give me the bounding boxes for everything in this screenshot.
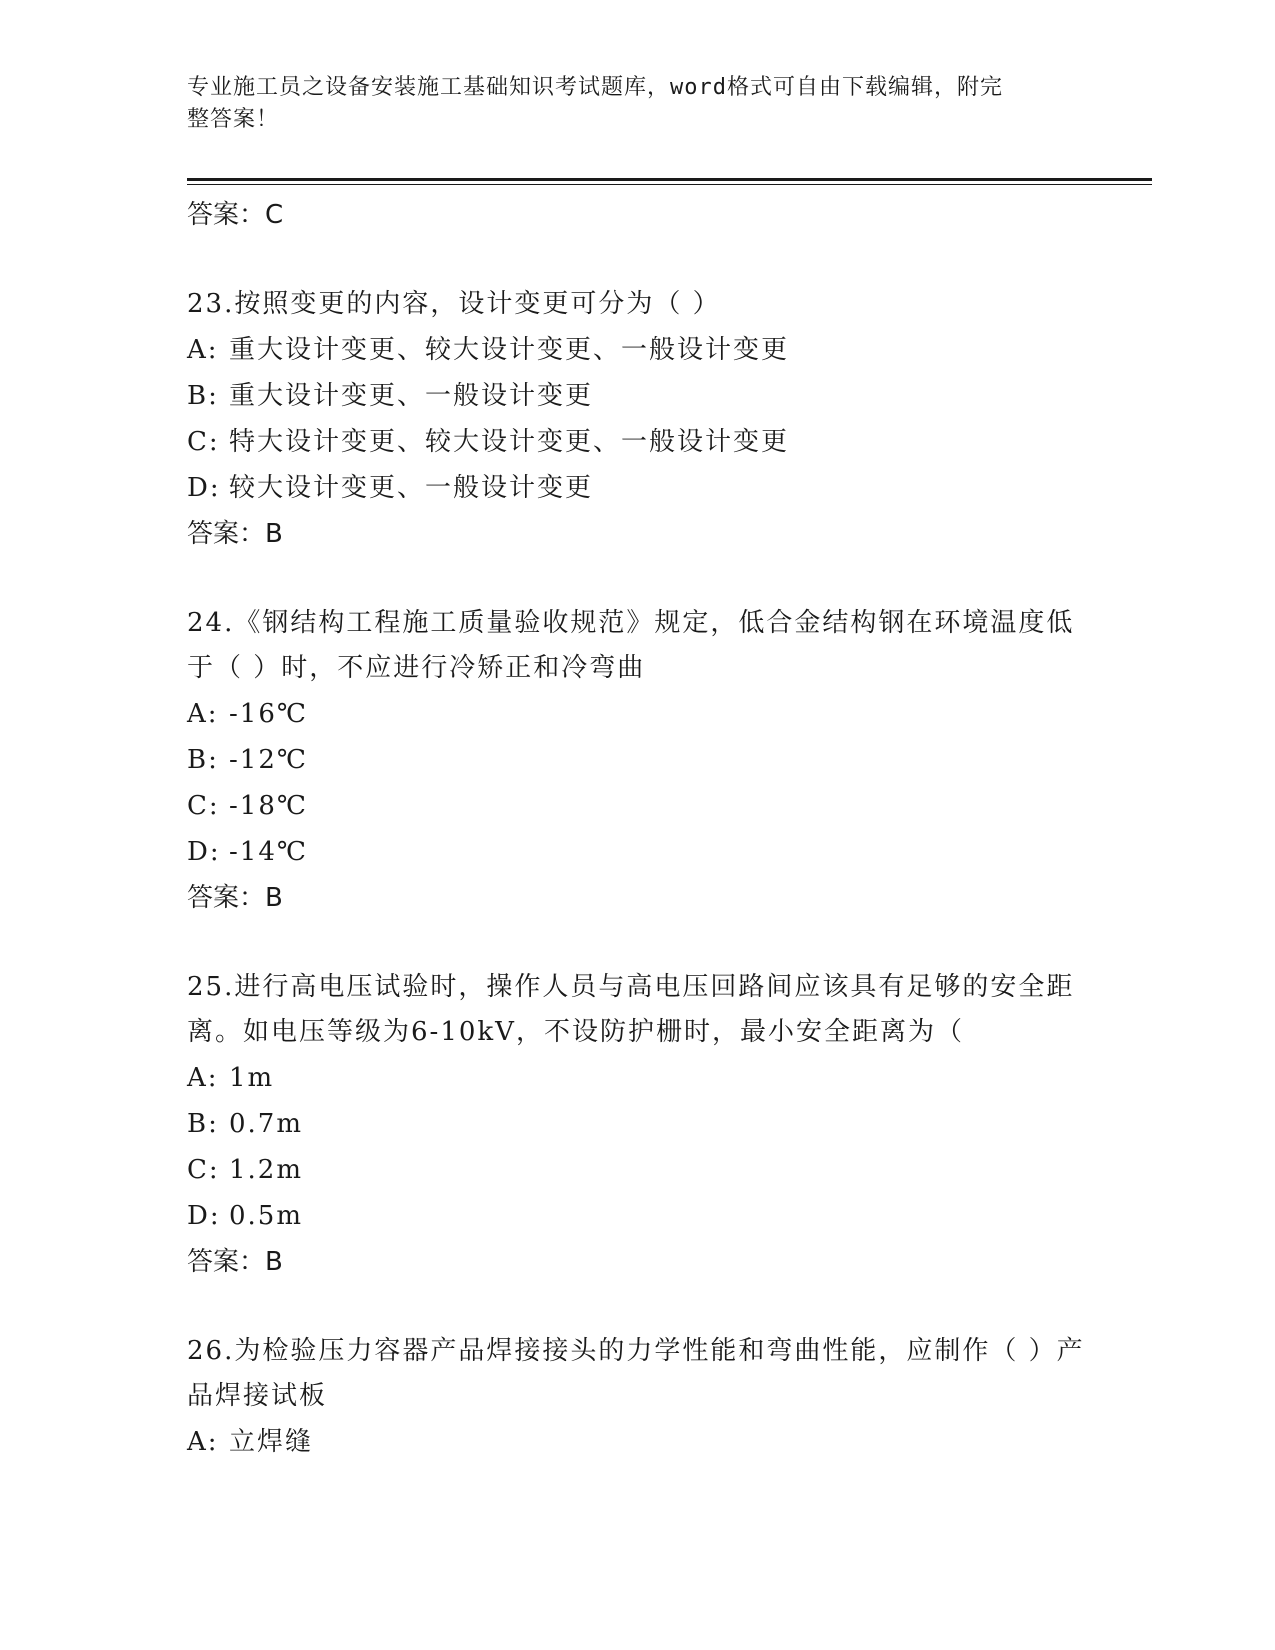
option-b bbox=[187, 737, 1087, 783]
question-23 bbox=[187, 282, 1087, 557]
option-text: -18℃ bbox=[229, 791, 308, 821]
option-letter: A: bbox=[187, 1063, 219, 1093]
header-divider-thin bbox=[187, 184, 1152, 185]
header-line-1: 专业施工员之设备安装施工基础知识考试题库，word格式可自由下载编辑，附完 bbox=[187, 75, 1003, 100]
option-text: 1.2m bbox=[229, 1155, 304, 1185]
option-text: 0.5m bbox=[229, 1201, 304, 1231]
option-letter: B: bbox=[187, 745, 219, 775]
option-letter: A: bbox=[187, 1427, 219, 1457]
option-letter: C: bbox=[187, 791, 220, 821]
option-text: 重大设计变更、一般设计变更 bbox=[229, 381, 594, 411]
option-text: -14℃ bbox=[229, 837, 308, 867]
option-a bbox=[187, 1419, 1087, 1465]
option-letter: C: bbox=[187, 427, 220, 457]
option-letter: D: bbox=[187, 1201, 221, 1231]
option-c bbox=[187, 783, 1087, 829]
question-text: 23.按照变更的内容，设计变更可分为（ ） bbox=[187, 289, 721, 319]
answer: 答案：B bbox=[187, 883, 283, 913]
question-text: 24.《钢结构工程施工质量验收规范》规定，低合金结构钢在环境温度低于（ ）时，不应进行冷矫正和冷弯曲 bbox=[187, 608, 1075, 683]
option-d bbox=[187, 1193, 1087, 1239]
option-text: -16℃ bbox=[229, 699, 308, 729]
option-c bbox=[187, 419, 1087, 465]
header-divider-thick bbox=[187, 178, 1152, 181]
option-text: 0.7m bbox=[229, 1109, 304, 1139]
document-header bbox=[187, 72, 1067, 136]
option-text: 特大设计变更、较大设计变更、一般设计变更 bbox=[229, 427, 790, 457]
option-a bbox=[187, 327, 1087, 373]
option-text: 重大设计变更、较大设计变更、一般设计变更 bbox=[229, 335, 790, 365]
option-b bbox=[187, 1101, 1087, 1147]
option-letter: D: bbox=[187, 473, 221, 503]
option-letter: D: bbox=[187, 837, 221, 867]
question-text: 26.为检验压力容器产品焊接接头的力学性能和弯曲性能，应制作（ ）产品焊接试板 bbox=[187, 1336, 1085, 1411]
option-a bbox=[187, 1055, 1087, 1101]
option-b bbox=[187, 373, 1087, 419]
option-letter: A: bbox=[187, 335, 219, 365]
option-letter: B: bbox=[187, 381, 219, 411]
option-a bbox=[187, 691, 1087, 737]
option-text: 1m bbox=[229, 1063, 275, 1093]
question-26 bbox=[187, 1329, 1087, 1465]
question-list bbox=[187, 192, 1087, 1465]
option-d bbox=[187, 465, 1087, 511]
option-text: 立焊缝 bbox=[229, 1427, 314, 1457]
option-c bbox=[187, 1147, 1087, 1193]
header-line-2: 整答案！ bbox=[187, 107, 280, 132]
option-letter: C: bbox=[187, 1155, 220, 1185]
option-text: -12℃ bbox=[229, 745, 308, 775]
question-text: 25.进行高电压试验时，操作人员与高电压回路间应该具有足够的安全距离。如电压等级为6-10kV，不设防护栅时，最小安全距离为（ bbox=[187, 972, 1075, 1047]
question-25 bbox=[187, 965, 1087, 1285]
option-letter: B: bbox=[187, 1109, 219, 1139]
option-letter: A: bbox=[187, 699, 219, 729]
answer: 答案：B bbox=[187, 519, 283, 549]
answer-previous: 答案：C bbox=[187, 200, 284, 230]
option-d bbox=[187, 829, 1087, 875]
answer: 答案：B bbox=[187, 1247, 283, 1277]
option-text: 较大设计变更、一般设计变更 bbox=[229, 473, 594, 503]
question-24 bbox=[187, 601, 1087, 921]
